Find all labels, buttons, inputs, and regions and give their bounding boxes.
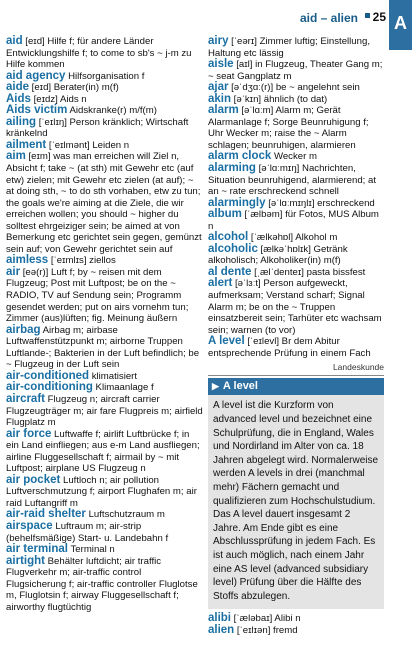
definition: be ~ angelehnt sein: [273, 82, 360, 94]
headword: air force: [6, 427, 52, 440]
definition: Luftloch n; air pollution Luftverschmutzung f; airport Flughafen m; air raid Luftangriff m: [6, 474, 197, 509]
dictionary-entry: [6, 117, 204, 140]
headword: Aids: [6, 92, 31, 105]
headword: alien: [208, 623, 235, 636]
headword: airy: [208, 35, 229, 47]
headword: air: [6, 265, 21, 278]
dictionary-entry: [208, 336, 384, 359]
right-entries: [208, 36, 384, 359]
dictionary-entry: [6, 267, 204, 325]
definition: Hilfe f; für andere Länder Entwicklungshilfe f; to come to sb's ~ j-m zu Hilfe kommen: [6, 36, 192, 71]
headword: Aids victim: [6, 104, 68, 117]
definition: Alkohol m: [293, 232, 338, 244]
definition: Hilfsorganisation f: [65, 70, 145, 82]
definition: Wecker m: [271, 151, 317, 163]
headword: alcoholic: [208, 242, 258, 255]
page-number: 25: [372, 10, 386, 24]
headword: aid: [6, 35, 23, 47]
definition: Luftwaffe f; airlift Luftbrücke f; in ein Land einfliegen; aus e-m Land ausfliegen; airline Fluggesellschaft f; airmail by ~ mit Luftpost; airplane US Flugzeug n: [6, 428, 200, 475]
pronunciation: [eɪm]: [25, 151, 51, 163]
headword: alibi: [208, 612, 232, 625]
headword: air-raid shelter: [6, 508, 86, 521]
definition: Luftraum m; air-strip (behelfsmäßige) Start- u. Landebahn f: [6, 520, 169, 544]
running-head: aid – alien: [299, 11, 358, 25]
definition: Luft f; by ~ reisen mit dem Flugzeug; Post mit Luftpost; be on the ~ RADIO, TV auf Sendung sein; Programm gesendet werden; put on airs vornehm tun; Zimmer (aus)lüften; fig. Meinung äußern: [6, 266, 189, 325]
definition: erschreckend: [314, 197, 375, 209]
pronunciation: [ˈeɪlɪən]: [234, 624, 271, 636]
definition: ähnlich (to dat): [261, 93, 328, 105]
headword: airbag: [6, 323, 41, 336]
definition: Behälter luftdicht; air traffic Flugverkehr m; air-traffic control Flugsicherung f; air-traffic controller Fluglotse m, Fluglotsin f; airway Fluggesellschaft f; airworthy flugtüchtig: [6, 555, 198, 613]
definition: Klimaanlage f: [92, 382, 154, 394]
info-box-title: [208, 378, 384, 396]
dictionary-entry: [6, 140, 204, 152]
definition: Aidskranke(r) m/f(m): [67, 105, 157, 117]
info-box: [208, 378, 384, 609]
headword: alarm clock: [208, 150, 272, 163]
pronunciation: [ˈeərɪ]: [228, 36, 257, 47]
dictionary-entry: [6, 394, 204, 429]
definition: Person aufgeweckt, aufmerksam; Verstand scharf; Signal Alarm m; be on the ~ Truppen einsatzbereit sein; Tarhüter etc wachsam sein; warnen (to vor): [208, 278, 382, 336]
definition: Terminal n: [68, 544, 115, 556]
header-bullet: [365, 13, 370, 18]
dictionary-entry: [208, 59, 384, 82]
dictionary-entry: [6, 82, 204, 94]
definition: Zimmer luftig; Einstellung, Haltung etc lässig: [208, 36, 370, 59]
definition: Alarm m; Gerät Alarmanlage f; Sorge Beunruhigung f; Uhr Wecker m; raise the ~ Alarm schlagen; beunruhigen, alarmieren: [208, 105, 369, 151]
page-header: [0, 0, 412, 30]
headword: ailing: [6, 115, 37, 128]
pronunciation: [ˈeɪlevl]: [244, 336, 279, 348]
info-box-title-text: A level: [222, 379, 258, 392]
left-column: [6, 36, 204, 613]
definition: Leiden n: [89, 139, 130, 151]
pronunciation: [aɪl]: [233, 59, 253, 71]
pronunciation: [eə(r)]: [20, 266, 49, 278]
headword: aisle: [208, 58, 234, 71]
dictionary-entry: [6, 325, 204, 371]
dictionary-entry: [208, 625, 384, 637]
headword: air terminal: [6, 543, 68, 556]
pronunciation: [əˈlɜːt]: [232, 278, 261, 290]
dictionary-entry: [208, 163, 384, 198]
headword: ajar: [208, 81, 229, 94]
headword: alert: [208, 277, 233, 290]
dictionary-entry: [6, 151, 204, 255]
headword: al dente: [208, 265, 252, 278]
pronunciation: [əˈlɑːm]: [238, 105, 274, 117]
info-box-body: A level ist die Kurzform von advanced level und bezeichnet eine Schulprüfung, die in England, Wales und Nordirland im Alter von ca. 18 Jahren abgelegt wird. Normalerweise werden A levels in drei (manchmal mehr) Fächern gemacht und qualifizieren zum Hochschulstudium. Das A level dauert insgesamt 2 Jahre. Am Ende gibt es eine Abschlussprüfung in jedem Fach. Es ist auch möglich, nach einem Jahr eine AS level (advanced subsidiary level) Prüfung über die Hälfte des Stoffs abzulegen.: [213, 400, 379, 602]
definition: Aids n: [57, 93, 87, 105]
definition: in Flugzeug, Theater Gang m; ~ seat Gangplatz m: [208, 59, 383, 82]
dictionary-entry: [6, 556, 204, 614]
pronunciation: [ˈælbəm]: [241, 209, 283, 221]
headword: akin: [208, 92, 232, 105]
dictionary-entry: [208, 82, 384, 94]
pronunciation: [əˈlɑːmɪŋlɪ]: [265, 197, 315, 209]
definition: pasta bissfest: [303, 266, 366, 278]
dictionary-entry: [208, 209, 384, 232]
pronunciation: [ˈeɪmlɪs]: [48, 255, 87, 267]
headword: air pocket: [6, 473, 61, 486]
definition: Flugzeug n; aircraft carrier Flugzeugträger m; air fare Flugpreis m; airfield Flugplatz m: [6, 393, 203, 429]
headword: alarm: [208, 104, 239, 117]
definition: Br dem Abitur entsprechende Prüfung in einem Fach: [208, 336, 371, 359]
thumb-index-tab: A: [389, 0, 412, 50]
pronunciation: [ˈeɪlmənt]: [46, 139, 90, 151]
pronunciation: [ˌælˈdenteɪ]: [251, 266, 304, 278]
definition: klimatisiert: [89, 370, 138, 382]
right-column: [208, 36, 384, 636]
dictionary-entry: [208, 244, 384, 267]
headword: aimless: [6, 254, 49, 267]
headword: air-conditioned: [6, 369, 90, 382]
dictionary-entry: [6, 36, 204, 71]
headword: alarmingly: [208, 196, 266, 209]
headword: aide: [6, 81, 30, 94]
dictionary-entry: [208, 36, 384, 59]
headword: aircraft: [6, 392, 45, 405]
pronunciation: [eɪd]: [22, 36, 45, 47]
dictionary-entry: [6, 429, 204, 475]
dictionary-entry: [6, 255, 204, 267]
pronunciation: [eɪd]: [29, 82, 52, 94]
definition: für Fotos, MUS Album n: [208, 209, 379, 232]
dictionary-entry: [6, 475, 204, 510]
headword: album: [208, 208, 242, 221]
headword: alarming: [208, 162, 256, 175]
headword: alcohol: [208, 231, 249, 244]
pronunciation: [əˈlɑːmɪŋ]: [255, 163, 300, 175]
headword: airtight: [6, 554, 45, 567]
headword: airspace: [6, 519, 53, 532]
headword: ailment: [6, 138, 47, 151]
definition: Person kränklich; Wirtschaft kränkelnd: [6, 116, 189, 140]
triangle-icon: ▶: [212, 380, 219, 391]
pronunciation: [ˈeɪlɪŋ]: [36, 116, 67, 128]
definition: Airbag m; airbase Luftwaffenstützpunkt m; airborne Truppen Luftlande-; Bakterien in der Luft befindlich; be ~ Flugzeug in der Luft sein: [6, 324, 200, 371]
after-entries: [208, 613, 384, 636]
definition: ziellos: [86, 255, 116, 267]
definition: Nachrichten, Situation beunruhigend, alarmierend; at an ~ rate erschreckend schnell: [208, 163, 377, 198]
definition: was man erreichen will Ziel n, Absicht f; take ~ (at sth) mit Gewehr etc (auf etw) zielen; mit Gewehr etc zielen (at auf); ~ at doing sth, ~ to do sth vorhaben, etw zu tun; the goals we're aiming at die Ziele, die wir erreichen wollen; you should ~ higher du solltest ehrgeiziger sein; be aimed at von Bemerkung etc gerichtet sein gegen, gemünzt sein auf; von Gewehr gerichtet sein auf: [6, 151, 202, 255]
pronunciation: [ˈælkəhɒl]: [248, 232, 294, 244]
definition: Getränk alkoholisch; Alkoholiker(in) m(f): [208, 243, 348, 267]
pronunciation: [ˈæləbaɪ]: [231, 613, 273, 625]
dictionary-entry: [208, 267, 384, 279]
pronunciation: [eɪdz]: [30, 93, 58, 105]
pronunciation: [əˈdʒɑː(r)]: [228, 82, 274, 94]
definition: Berater(in) m(f): [51, 82, 119, 94]
pronunciation: [əˈkɪn]: [231, 93, 262, 105]
headword: air-conditioning: [6, 381, 93, 394]
headword: aim: [6, 150, 26, 163]
headword: A level: [208, 335, 245, 348]
definition: fremd: [270, 624, 298, 636]
definition: Alibi n: [272, 613, 301, 625]
definition: Luftschutzraum m: [85, 509, 165, 521]
dictionary-entry: [208, 105, 384, 151]
dictionary-entry: [208, 613, 384, 625]
section-label: Landeskunde: [208, 362, 384, 376]
headword: aid agency: [6, 69, 66, 82]
pronunciation: [ælkəˈhɒlɪk]: [257, 243, 311, 255]
dictionary-entry: [208, 278, 384, 336]
dictionary-entry: [6, 71, 204, 83]
dictionary-entry: [6, 521, 204, 544]
